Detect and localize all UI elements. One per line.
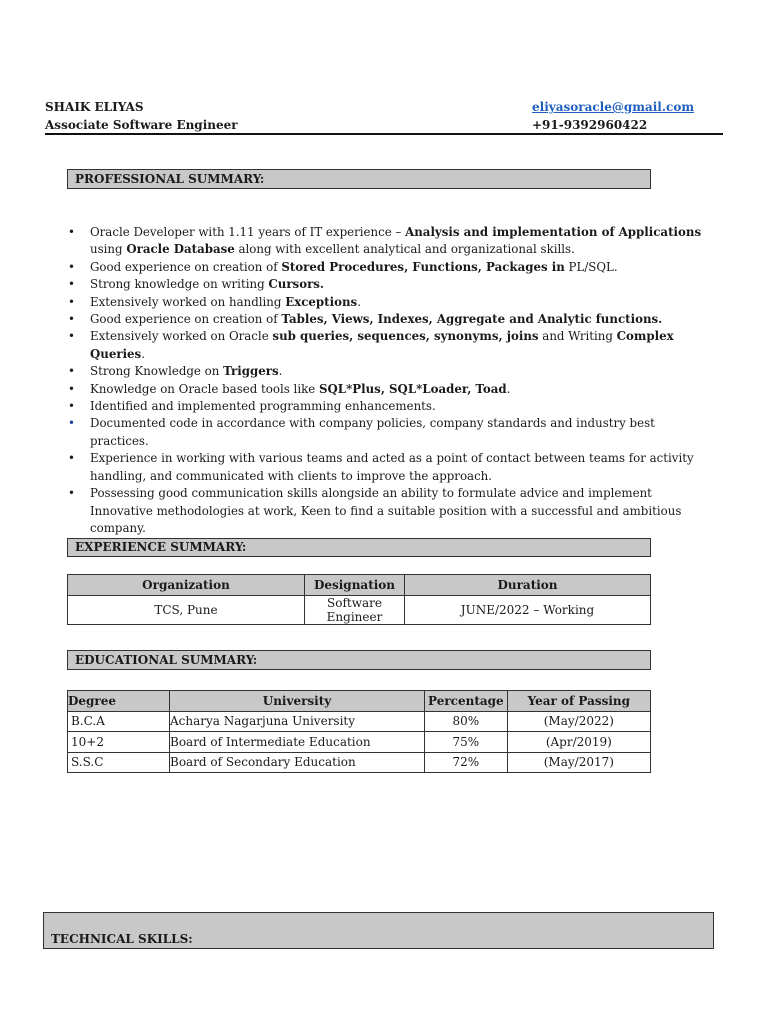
education-table <box>67 690 651 773</box>
table-row <box>68 595 651 624</box>
educational-summary-heading: EDUCATIONAL SUMMARY: <box>67 650 651 670</box>
table-row <box>68 732 651 753</box>
table-row <box>68 711 651 732</box>
candidate-role: Associate Software Engineer <box>45 118 238 132</box>
table-header-row <box>68 575 651 596</box>
table-cell: S.S.C <box>68 752 170 773</box>
list-item: • Extensively worked on handling Exceptions. <box>68 294 708 311</box>
column-header: Percentage <box>425 691 508 712</box>
column-header: Designation <box>305 575 405 596</box>
list-item: • Good experience on creation of Stored Procedures, Functions, Packages in PL/SQL. <box>68 259 708 276</box>
table-header-row <box>68 691 651 712</box>
list-item: • Good experience on creation of Tables, Views, Indexes, Aggregate and Analytic functions. <box>68 311 708 328</box>
list-item: • Strong Knowledge on Triggers. <box>68 363 708 380</box>
table-cell: Acharya Nagarjuna University <box>170 711 425 732</box>
table-cell: (Apr/2019) <box>507 732 650 753</box>
table-cell: Board of Intermediate Education <box>170 732 425 753</box>
list-item: • Strong knowledge on writing Cursors. <box>68 276 708 293</box>
table-cell: 75% <box>425 732 508 753</box>
table-cell: (May/2022) <box>507 711 650 732</box>
candidate-name: SHAIK ELIYAS <box>45 100 144 114</box>
table-cell: (May/2017) <box>507 752 650 773</box>
column-header: Organization <box>68 575 305 596</box>
technical-skills-heading: TECHNICAL SKILLS: <box>43 912 714 949</box>
table-cell: Software Engineer <box>305 595 405 624</box>
list-item: • Experience in working with various teams and acted as a point of contact between teams for activity handling, and communicated with clients to improve the approach. <box>68 450 708 485</box>
experience-summary-heading: EXPERIENCE SUMMARY: <box>67 538 651 557</box>
table-cell: 80% <box>425 711 508 732</box>
professional-summary-list <box>68 224 708 537</box>
column-header: Duration <box>405 575 651 596</box>
table-row <box>68 752 651 773</box>
table-cell: B.C.A <box>68 711 170 732</box>
table-cell: TCS, Pune <box>68 595 305 624</box>
column-header: Degree <box>68 691 170 712</box>
table-cell: Board of Secondary Education <box>170 752 425 773</box>
list-item: • Oracle Developer with 1.11 years of IT experience – Analysis and implementation of Applications using Oracle Database along with excellent analytical and organizational skills. <box>68 224 708 259</box>
table-cell: 10+2 <box>68 732 170 753</box>
list-item: • Identified and implemented programming enhancements. <box>68 398 708 415</box>
header-divider <box>45 133 723 135</box>
column-header: University <box>170 691 425 712</box>
column-header: Year of Passing <box>507 691 650 712</box>
table-cell: 72% <box>425 752 508 773</box>
list-item: • Knowledge on Oracle based tools like SQL*Plus, SQL*Loader, Toad. <box>68 381 708 398</box>
list-item: • Possessing good communication skills alongside an ability to formulate advice and implement Innovative methodologies at work, Keen to find a suitable position with a successful and ambitious company. <box>68 485 708 537</box>
professional-summary-heading: PROFESSIONAL SUMMARY: <box>67 169 651 189</box>
table-cell: JUNE/2022 – Working <box>405 595 651 624</box>
list-item: • Documented code in accordance with company policies, company standards and industry best practices. <box>68 415 708 450</box>
email-link[interactable]: eliyasoracle@gmail.com <box>532 100 695 114</box>
list-item: • Extensively worked on Oracle sub queries, sequences, synonyms, joins and Writing Complex Queries. <box>68 328 708 363</box>
phone-number: +91-9392960422 <box>532 118 648 132</box>
experience-table <box>67 574 651 625</box>
